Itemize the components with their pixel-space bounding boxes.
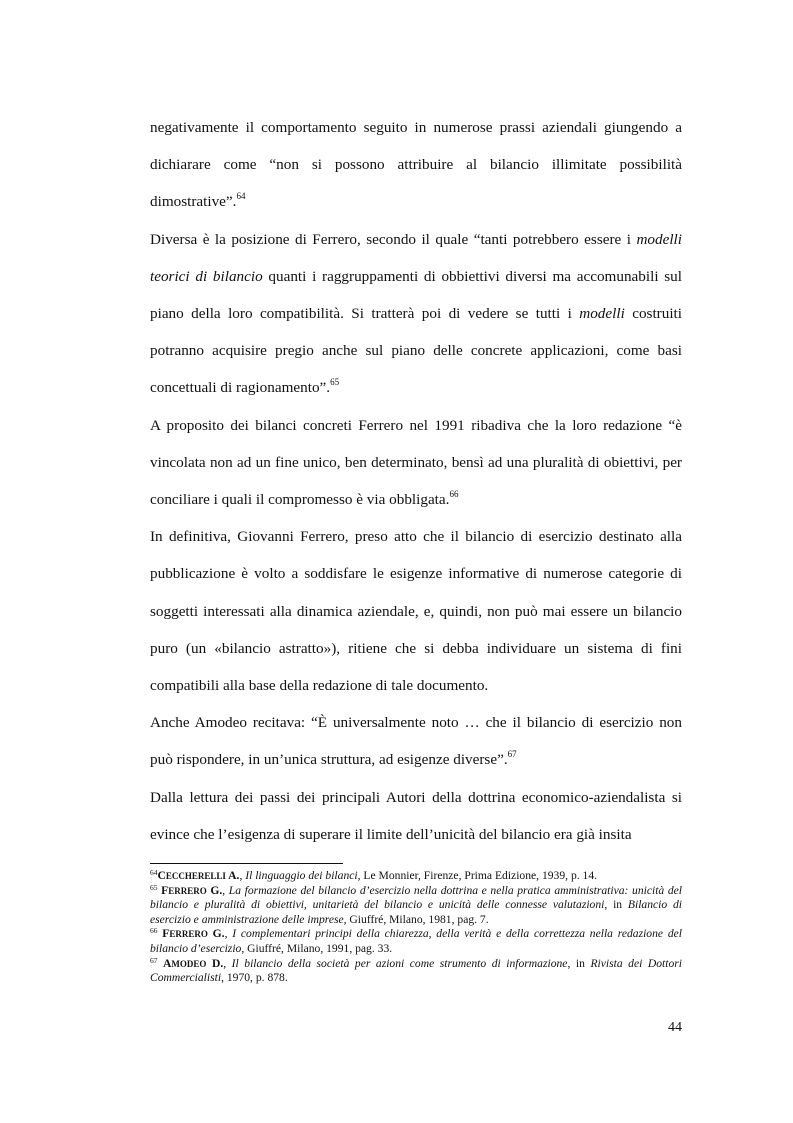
footnote-65: $^{65}$ FERRERO G., La formazione del bilancio d’esercizio nella dottrina e nella pratica amministrativa: unicità del bilancio e pluralità di obiettivi, unitarietà del bilancio e unicità delle connesse valutazioni, in Bilancio di esercizio e amministrazione delle imprese, Giuffré, Milano, 1981, pag. 7. <box>150 882 683 926</box>
paragraph-3: A proposito dei bilanci concreti Ferrero nel 1991 ribadiva che la loro redazione “è vincolata non ad un fine unico, ben determinato, bensì ad una pluralità di obiettivi, per conciliare i quali il compromesso è via obbligata.$^{66}$ <box>150 416 682 509</box>
footnote-ref-67: 67 <box>507 749 517 760</box>
paragraph-6: Dalla lettura dei passi dei principali Autori della dottrina economico-aziendalista si evince che l’esigenza di superare il limite dell’unicità del bilancio era già insita <box>150 788 682 843</box>
paragraph-1: negativamente il comportamento seguito in numerose prassi aziendali giungendo a dichiarare come “non si possono attribuire al bilancio illimitate possibilità dimostrative”.$^{64}$ <box>150 119 682 211</box>
footnote-ref-64: 64 <box>236 191 246 202</box>
footnote-ref-66: 66 <box>449 489 459 500</box>
footnote-ref-65: 65 <box>330 377 340 388</box>
italic-phrase: modelli teorici di bilancio <box>150 230 682 285</box>
footnotes <box>150 869 682 986</box>
italic-phrase: modelli <box>579 305 625 323</box>
page-number: 44 <box>668 1020 682 1035</box>
body-text <box>150 109 682 853</box>
footnote-64: $^{64}$CECCHERELLI A., Il linguaggio dei bilanci, Le Monnier, Firenze, Prima Edizione, 1939, p. 14. <box>150 868 598 882</box>
paragraph-4: In definitiva, Giovanni Ferrero, preso atto che il bilancio di esercizio destinato alla pubblicazione è volto a soddisfare le esigenze informative di numerose categorie di soggetti interessati alla dinamica aziendale, e, quindi, non può mai essere un bilancio puro (un «bilancio astratto»), ritiene che si debba individuare un sistema di fini compatibili alla base della redazione di tale documento. <box>150 528 682 695</box>
footnote-separator <box>150 863 343 864</box>
paragraph-2: Diversa è la posizione di Ferrero, secondo il quale “tanti potrebbero essere i modelli teorici di bilancio quanti i raggruppamenti di obbiettivi diversi ma accomunabili sul piano della loro compatibilità. Si tratterà poi di vedere se tutti i modelli costruiti potranno acquisire pregio anche sul piano delle concrete applicazioni, come basi concettuali di ragionamento”.$^{65}$ <box>150 230 682 397</box>
paragraph-5: Anche Amodeo recitava: “È universalmente noto … che il bilancio di esercizio non può rispondere, in un’unica struttura, ad esigenze diverse”.$^{67}$ <box>150 714 682 769</box>
footnote-67: $^{67}$ AMODEO D., Il bilancio della società per azioni come strumento di informazione, in Rivista dei Dottori Commercialisti, 1970, p. 878. <box>150 955 683 985</box>
footnote-66: $^{66}$ FERRERO G., I complementari principi della chiarezza, della verità e della correttezza nella redazione del bilancio d’esercizio, Giuffré, Milano, 1991, pag. 33. <box>150 926 682 955</box>
